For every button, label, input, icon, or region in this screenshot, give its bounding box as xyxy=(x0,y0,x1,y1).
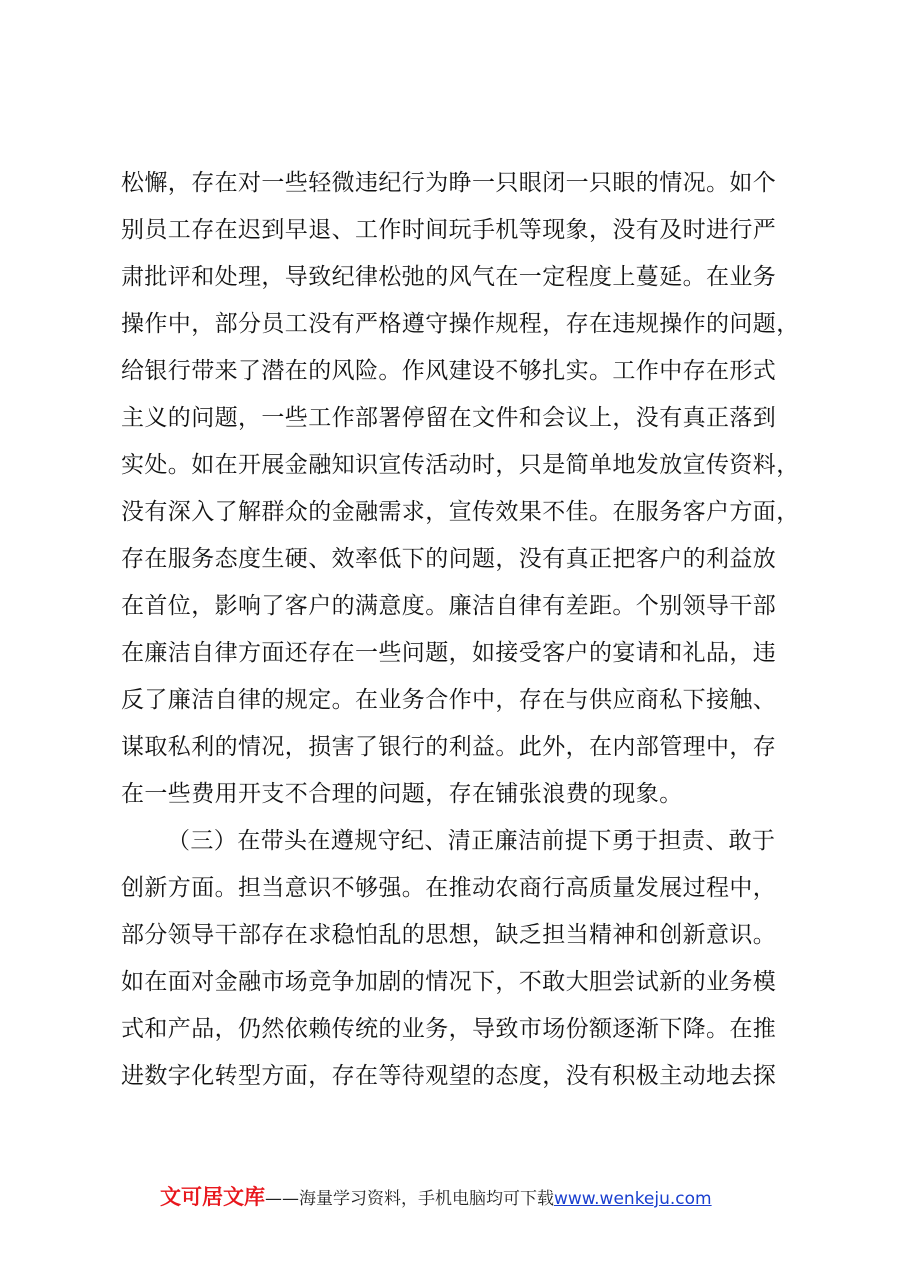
text-line: 谋取私利的情况，损害了银行的利益。此外，在内部管理中，存 xyxy=(121,734,777,760)
text-line: 如在面对金融市场竞争加剧的情况下，不敢大胆尝试新的业务模 xyxy=(121,969,777,995)
text-line: 在廉洁自律方面还存在一些问题，如接受客户的宴请和礼品，违 xyxy=(121,640,777,666)
text-line: 操作中，部分员工没有严格遵守操作规程，存在违规操作的问题， xyxy=(121,311,800,337)
footer-brand: 文可居文库 xyxy=(160,1185,265,1209)
section-heading-line: （三）在带头在遵规守纪、清正廉洁前提下勇于担责、敢于 xyxy=(167,828,776,854)
text-line: 肃批评和处理，导致纪律松弛的风气在一定程度上蔓延。在业务 xyxy=(121,264,777,290)
footer-dash: —— xyxy=(265,1189,299,1209)
text-line: 没有深入了解群众的金融需求，宣传效果不佳。在服务客户方面， xyxy=(121,499,800,525)
text-line: 式和产品，仍然依赖传统的业务，导致市场份额逐渐下降。在推 xyxy=(121,1016,777,1042)
text-line: 松懈，存在对一些轻微违纪行为睁一只眼闭一只眼的情况。如个 xyxy=(121,170,777,196)
text-line: 主义的问题，一些工作部署停留在文件和会议上，没有真正落到 xyxy=(121,405,777,431)
document-body xyxy=(121,160,800,1100)
text-line: 进数字化转型方面，存在等待观望的态度，没有积极主动地去探 xyxy=(121,1063,777,1089)
footer-site-link[interactable]: www.wenkeju.com xyxy=(554,1189,712,1209)
text-line: 创新方面。担当意识不够强。在推动农商行高质量发展过程中， xyxy=(121,875,777,901)
text-line: 反了廉洁自律的规定。在业务合作中，存在与供应商私下接触、 xyxy=(121,687,777,713)
text-line: 在首位，影响了客户的满意度。廉洁自律有差距。个别领导干部 xyxy=(121,593,777,619)
text-line: 给银行带来了潜在的风险。作风建设不够扎实。工作中存在形式 xyxy=(121,358,777,384)
text-line: 部分领导干部存在求稳怕乱的思想，缺乏担当精神和创新意识。 xyxy=(121,922,777,948)
text-line: 别员工存在迟到早退、工作时间玩手机等现象，没有及时进行严 xyxy=(121,217,777,243)
page-footer xyxy=(160,1180,780,1214)
text-line: 实处。如在开展金融知识宣传活动时，只是简单地发放宣传资料， xyxy=(121,452,800,478)
text-line: 在一些费用开支不合理的问题，存在铺张浪费的现象。 xyxy=(121,781,683,807)
footer-slogan: 海量学习资料，手机电脑均可下载 xyxy=(299,1189,554,1209)
text-line: 存在服务态度生硬、效率低下的问题，没有真正把客户的利益放 xyxy=(121,546,777,572)
